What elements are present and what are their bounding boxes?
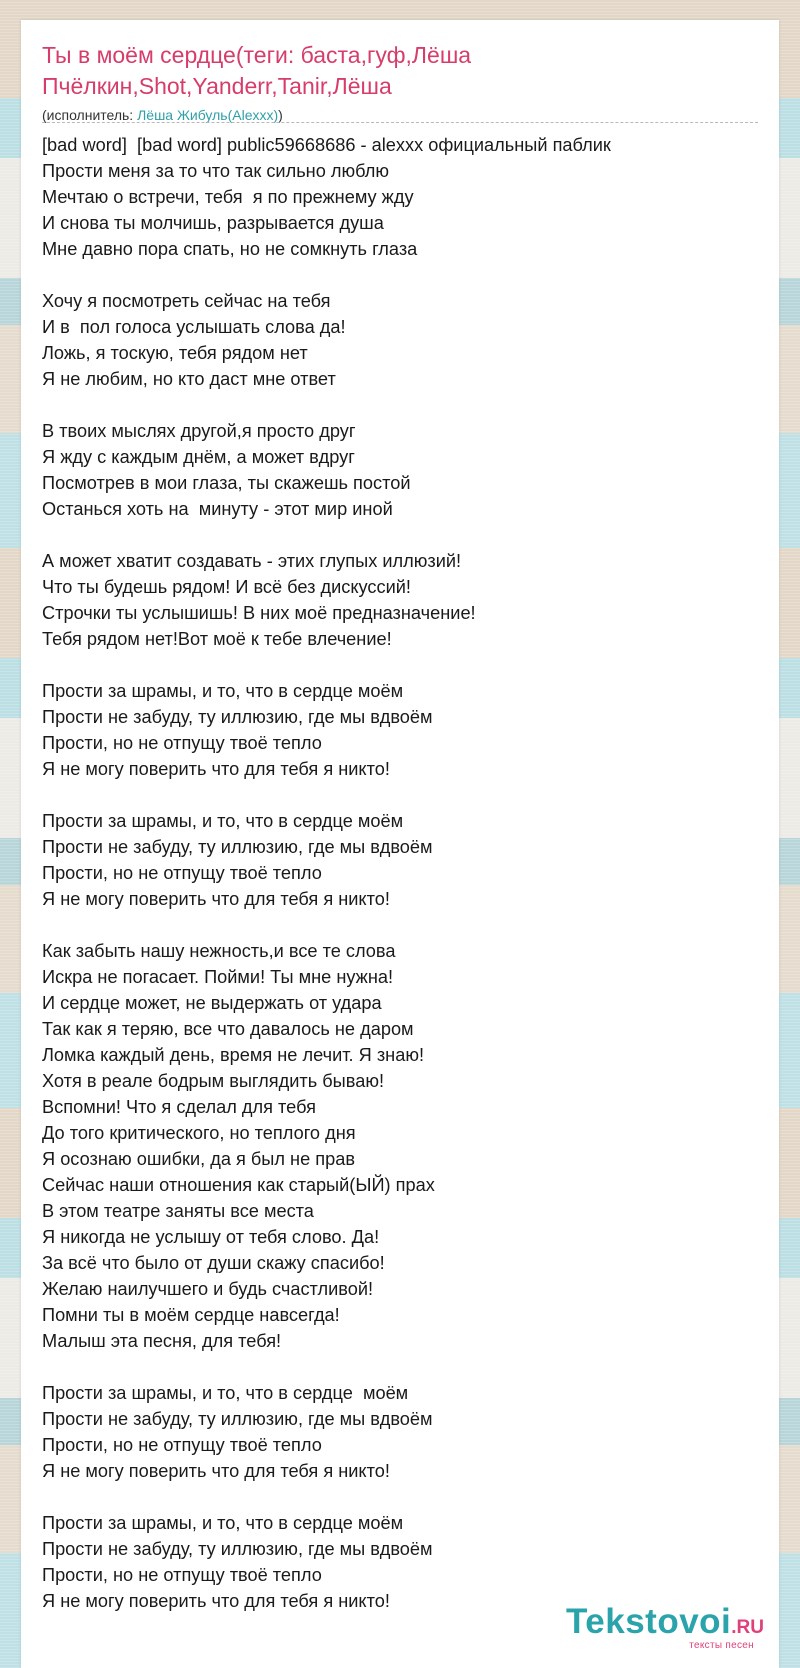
lyric-line: А может хватит создавать - этих глупых иллюзий! bbox=[42, 551, 462, 571]
lyric-line: Прости за шрамы, и то, что в сердце моём bbox=[42, 1513, 404, 1533]
lyric-line: Ложь, я тоскую, тебя рядом нет bbox=[42, 343, 308, 363]
stanza-break bbox=[42, 782, 762, 808]
lyric-line: Посмотрев в мои глаза, ты скажешь постой bbox=[42, 473, 411, 493]
lyric-line: Я не могу поверить что для тебя я никто! bbox=[42, 889, 390, 909]
lyric-line: Как забыть нашу нежность,и все те слова bbox=[42, 941, 396, 961]
header-divider bbox=[42, 122, 758, 123]
stanza-break bbox=[42, 652, 762, 678]
lyric-line: Прости не забуду, ту иллюзию, где мы вдвоём bbox=[42, 1539, 433, 1559]
lyric-line: [bad word] [bad word] public59668686 - alexxx официальный паблик bbox=[42, 135, 611, 155]
lyric-line: Ломка каждый день, время не лечит. Я знаю! bbox=[42, 1045, 425, 1065]
lyric-line: За всё что было от души скажу спасибо! bbox=[42, 1253, 385, 1273]
lyric-line: Желаю наилучшего и будь счастливой! bbox=[42, 1279, 374, 1299]
artist-link[interactable]: Лёша Жибуль(Alexxx) bbox=[137, 107, 279, 123]
lyric-line: Прости, но не отпущу твоё тепло bbox=[42, 1565, 322, 1585]
stanza-break bbox=[42, 392, 762, 418]
lyric-line: Помни ты в моём сердце навсегда! bbox=[42, 1305, 340, 1325]
song-title: Ты в моём сердце(теги: баста,гуф,Лёша Пчёлкин,Shot,Yanderr,Tanir,Лёша bbox=[42, 42, 472, 99]
lyric-line: Хочу я посмотреть сейчас на тебя bbox=[42, 291, 331, 311]
lyric-line: Прости меня за то что так сильно люблю bbox=[42, 161, 389, 181]
lyric-line: И сердце может, не выдержать от удара bbox=[42, 993, 382, 1013]
lyric-line: Мечтаю о встречи, тебя я по прежнему жду bbox=[42, 187, 414, 207]
lyric-line: Прости, но не отпущу твоё тепло bbox=[42, 863, 322, 883]
lyric-line: Так как я теряю, все что давалось не даром bbox=[42, 1019, 414, 1039]
lyric-line: Прости не забуду, ту иллюзию, где мы вдвоём bbox=[42, 837, 433, 857]
lyric-line: Я не могу поверить что для тебя я никто! bbox=[42, 1461, 390, 1481]
lyric-line: Малыш эта песня, для тебя! bbox=[42, 1331, 282, 1351]
lyric-line: Вспомни! Что я сделал для тебя bbox=[42, 1097, 316, 1117]
lyric-line: И снова ты молчишь, разрывается душа bbox=[42, 213, 384, 233]
lyrics-text bbox=[42, 132, 762, 1614]
lyric-line: Я никогда не услышу от тебя слово. Да! bbox=[42, 1227, 380, 1247]
logo-word: Tekstovoi bbox=[566, 1602, 732, 1641]
lyric-line: Прости за шрамы, и то, что в сердце моём bbox=[42, 681, 404, 701]
artist-prefix: (исполнитель: bbox=[42, 107, 138, 123]
artist-suffix: ) bbox=[278, 107, 283, 123]
lyric-line: Я не могу поверить что для тебя я никто! bbox=[42, 1591, 390, 1611]
lyric-line: Прости не забуду, ту иллюзию, где мы вдвоём bbox=[42, 1409, 433, 1429]
stanza-break bbox=[42, 1484, 762, 1510]
lyric-line: Я не могу поверить что для тебя я никто! bbox=[42, 759, 390, 779]
lyric-line: Останься хоть на минуту - этот мир иной bbox=[42, 499, 393, 519]
stanza-break bbox=[42, 912, 762, 938]
logo-tagline: тексты песен bbox=[689, 1640, 754, 1651]
lyric-line: Мне давно пора спать, но не сомкнуть глаза bbox=[42, 239, 418, 259]
lyric-line: Прости за шрамы, и то, что в сердце моём bbox=[42, 811, 404, 831]
lyric-line: Прости, но не отпущу твоё тепло bbox=[42, 733, 322, 753]
lyric-line: В твоих мыслях другой,я просто друг bbox=[42, 421, 356, 441]
lyric-line: В этом театре заняты все места bbox=[42, 1201, 314, 1221]
stanza-break bbox=[42, 1354, 762, 1380]
lyric-line: Прости за шрамы, и то, что в сердце моём bbox=[42, 1383, 409, 1403]
logo-tld: .RU bbox=[731, 1617, 765, 1638]
song-header bbox=[42, 40, 762, 124]
lyric-line: Что ты будешь рядом! И всё без дискуссий! bbox=[42, 577, 411, 597]
lyric-line: Хотя в реале бодрым выглядить бываю! bbox=[42, 1071, 385, 1091]
lyric-line: И в пол голоса услышать слова да! bbox=[42, 317, 346, 337]
lyric-line: Строчки ты услышишь! В них моё предназначение! bbox=[42, 603, 476, 623]
lyric-line: Сейчас наши отношения как старый(ЫЙ) прах bbox=[42, 1175, 435, 1195]
site-logo[interactable] bbox=[566, 1602, 770, 1652]
lyric-line: Я жду с каждым днём, а может вдруг bbox=[42, 447, 355, 467]
lyric-line: Я не любим, но кто даст мне ответ bbox=[42, 369, 336, 389]
stanza-break bbox=[42, 522, 762, 548]
stanza-break bbox=[42, 262, 762, 288]
lyric-line: Прости не забуду, ту иллюзию, где мы вдвоём bbox=[42, 707, 433, 727]
lyric-line: До того критического, но теплого дня bbox=[42, 1123, 356, 1143]
lyric-line: Искра не погасает. Пойми! Ты мне нужна! bbox=[42, 967, 394, 987]
lyric-line: Прости, но не отпущу твоё тепло bbox=[42, 1435, 322, 1455]
lyric-line: Я осознаю ошибки, да я был не прав bbox=[42, 1149, 355, 1169]
lyric-line: Тебя рядом нет!Вот моё к тебе влечение! bbox=[42, 629, 392, 649]
